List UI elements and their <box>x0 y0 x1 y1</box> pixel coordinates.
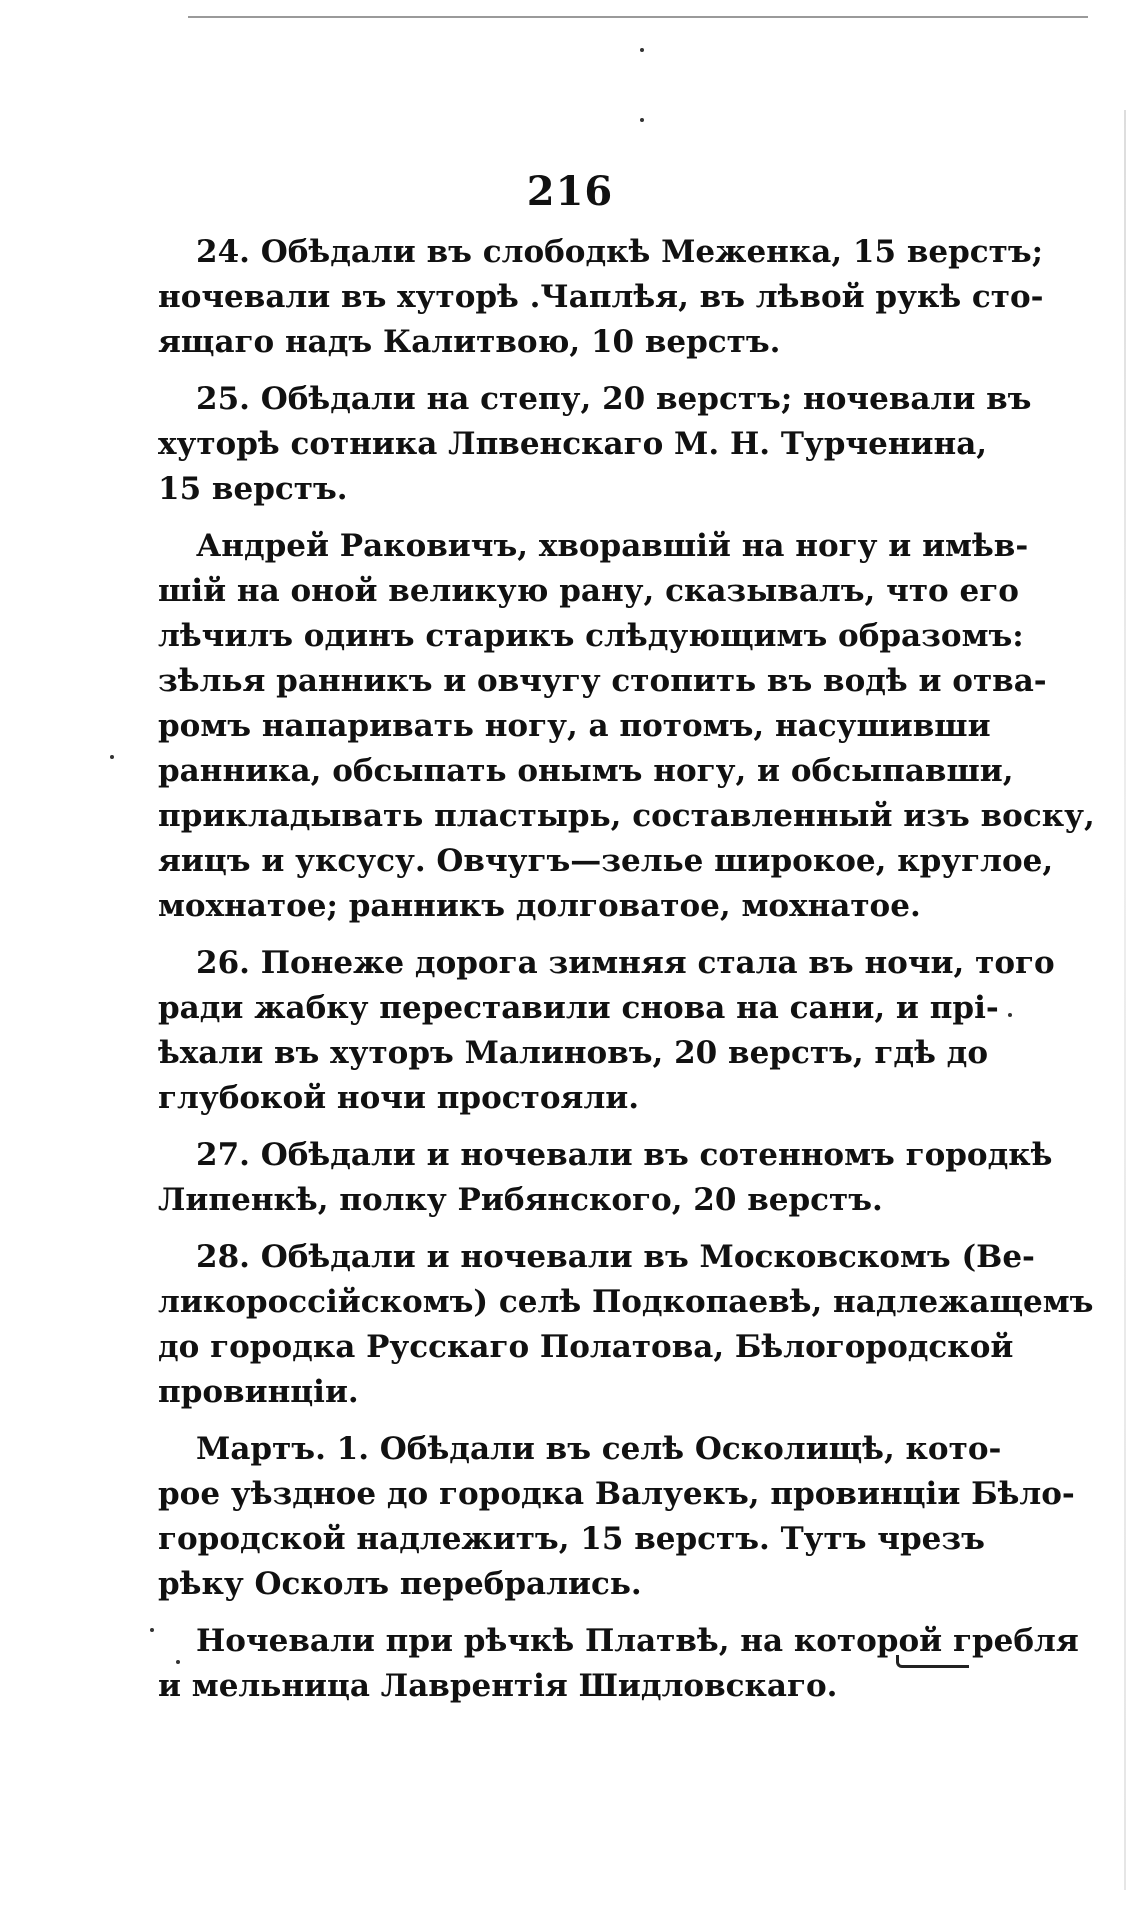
end-ornament <box>896 1655 969 1668</box>
text-line: прикладывать пластырь, составленный изъ воску, <box>158 798 1095 834</box>
page-number: 216 <box>526 168 614 215</box>
text-line: Андрей Раковичъ, хворавшій на ногу и имѣв- <box>196 528 1029 564</box>
top-border-rule <box>188 16 1088 18</box>
text-line: Мартъ. 1. Обѣдали въ селѣ Осколищѣ, кото- <box>196 1431 1002 1467</box>
text-line: мохнатое; ранникъ долговатое, мохнатое. <box>158 888 921 924</box>
text-line: хуторѣ сотника Лпвенскаго М. Н. Турченина, <box>158 426 988 462</box>
text-line: провинціи. <box>158 1374 359 1410</box>
text-line: и мельница Лаврентія Шидловскаго. <box>158 1668 838 1704</box>
text-line: Ночевали при рѣчкѣ Платвѣ, на которой гребля <box>196 1623 1079 1659</box>
text-line: 24. Обѣдали въ слободкѣ Меженка, 15 верстъ; <box>196 234 1044 270</box>
text-line: до городка Русскаго Полатова, Бѣлогородской <box>158 1329 1014 1365</box>
text-line: шій на оной великую рану, сказывалъ, что его <box>158 573 1019 609</box>
paragraph <box>158 377 1032 512</box>
text-line: 26. Понеже дорога зимняя стала въ ночи, того <box>196 945 1055 981</box>
scan-speck <box>1008 1013 1012 1017</box>
text-line: ликороссійскомъ) селѣ Подкопаевѣ, надлежащемъ <box>158 1284 1094 1320</box>
paragraph <box>158 230 1044 365</box>
text-line: Липенкѣ, полку Рибянского, 20 верстъ. <box>158 1182 883 1218</box>
text-line: лѣчилъ одинъ старикъ слѣдующимъ образомъ: <box>158 618 1024 654</box>
text-line: 27. Обѣдали и ночевали въ сотенномъ городкѣ <box>196 1137 1053 1173</box>
page-edge-shadow <box>1124 110 1126 1890</box>
scan-speck <box>176 1660 180 1664</box>
paragraph <box>158 524 1095 929</box>
text-line: 28. Обѣдали и ночевали въ Московскомъ (Ве- <box>196 1239 1035 1275</box>
paragraph <box>158 1619 1079 1709</box>
text-line: ради жабку переставили снова на сани, и прі- <box>158 990 999 1026</box>
scan-speck <box>640 48 644 52</box>
paragraph <box>158 1235 1094 1415</box>
paragraph <box>158 1427 1075 1607</box>
text-line: ящаго надъ Калитвою, 10 верстъ. <box>158 324 781 360</box>
paragraph <box>158 1133 1053 1223</box>
text-line: ѣхали въ хуторъ Малиновъ, 20 верстъ, гдѣ до <box>158 1035 989 1071</box>
text-line: ночевали въ хуторѣ .Чаплѣя, въ лѣвой рукѣ сто- <box>158 279 1044 315</box>
scan-speck <box>150 1628 154 1632</box>
page-body <box>158 230 1095 1721</box>
text-line: ранника, обсыпать онымъ ногу, и обсыпавши, <box>158 753 1014 789</box>
text-line: 25. Обѣдали на степу, 20 верстъ; ночевали въ <box>196 381 1032 417</box>
text-line: яицъ и уксусу. Овчугъ—зелье широкое, круглое, <box>158 843 1054 879</box>
scan-speck <box>110 755 114 759</box>
text-line: 15 верстъ. <box>158 471 348 507</box>
text-line: рое уѣздное до городка Валуекъ, провинціи Бѣло- <box>158 1476 1075 1512</box>
text-line: зѣлья ранникъ и овчугу стопить въ водѣ и отва- <box>158 663 1047 699</box>
text-line: ромъ напаривать ногу, а потомъ, насушивши <box>158 708 991 744</box>
scan-speck <box>640 118 644 122</box>
text-line: глубокой ночи простояли. <box>158 1080 640 1116</box>
text-line: городской надлежитъ, 15 верстъ. Тутъ чрезъ <box>158 1521 985 1557</box>
text-line: рѣку Осколъ перебрались. <box>158 1566 642 1602</box>
paragraph <box>158 941 1055 1121</box>
